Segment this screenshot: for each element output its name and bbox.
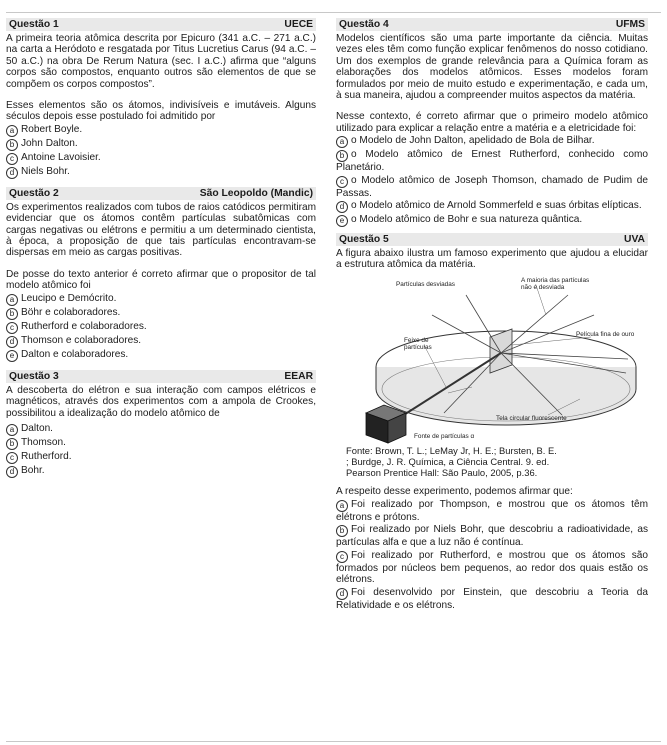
question-4-text: Modelos científicos são uma parte importante da ciência. Muitas vezes eles têm como função explicar fenômenos do nosso cotidiano. Um dos exemplos de grande relevância para a Química foram as elaborações dos modelos atômicos. Esses modelos foram formulados por meio de muito estudo e experimentação, e cada um, à sua maneira, ajudou a compreender muitos aspectos da matéria. (336, 33, 648, 102)
question-1-header (6, 18, 316, 31)
deflected-path (466, 295, 501, 353)
question-4-source: UFMS (615, 19, 645, 30)
option-circle-icon: d (6, 466, 18, 478)
left-column (6, 18, 316, 478)
option-text: Bohr. (21, 464, 45, 476)
question-4-prompt: Nesse contexto, é correto afirmar que o primeiro modelo atômico utilizado para explicar a relação entre a matéria e a eletricidade foi: (336, 111, 648, 134)
label-fluorescent-screen: Tela circular fluorescente (496, 414, 567, 422)
option-circle-icon: a (336, 500, 348, 512)
question-2-title: Questão 2 (9, 187, 59, 199)
question-3-title: Questão 3 (9, 370, 59, 382)
option-text: Foi desenvolvido por Einstein, que descobriu a Teoria da Relatividade e os elétrons. (336, 586, 648, 611)
question-2-option-c[interactable] (6, 321, 316, 334)
question-3-option-d[interactable] (6, 465, 316, 478)
option-circle-icon: c (6, 153, 18, 165)
question-5-option-c[interactable] (336, 550, 648, 586)
label-leader-line (512, 337, 591, 345)
option-text: Rutherford e colaboradores. (21, 320, 147, 332)
question-2-options (6, 293, 316, 362)
question-4-option-e[interactable] (336, 214, 648, 227)
question-5-option-d[interactable] (336, 587, 648, 611)
option-text: Antoine Lavoisier. (21, 151, 101, 163)
label-most-particles-not-deflected: A maioria das partículas não é desviada (521, 276, 590, 291)
option-text: Böhr e colaboradores. (21, 306, 121, 318)
question-2-prompt: De posse do texto anterior é correto afirmar que o propositor de tal modelo atômico foi (6, 268, 316, 292)
question-1-title: Questão 1 (9, 19, 59, 30)
question-4-title: Questão 4 (339, 19, 389, 30)
option-text: Thomson. (21, 436, 66, 448)
question-1-option-c[interactable] (6, 152, 316, 165)
label-deflected-particles: Partículas desviadas (396, 280, 455, 288)
question-2-source: São Leopoldo (Mandic) (199, 187, 313, 199)
question-2-header (6, 187, 316, 200)
option-circle-icon: a (6, 125, 18, 137)
gold-foil (490, 329, 512, 373)
option-circle-icon: c (6, 322, 18, 334)
question-1-option-d[interactable] (6, 166, 316, 179)
option-circle-icon: b (336, 150, 348, 162)
option-circle-icon: b (6, 438, 18, 450)
option-text: Dalton. (21, 422, 53, 434)
option-text: John Dalton. (21, 137, 78, 149)
right-column (336, 18, 648, 611)
option-text: o Modelo atômico de Ernest Rutherford, conhecido como Planetário. (336, 149, 648, 174)
question-3-option-a[interactable] (6, 423, 316, 436)
citation-line: ; Burdge, J. R. Química, a Ciência Central. 9. ed. (346, 456, 550, 468)
option-circle-icon: b (6, 139, 18, 151)
option-circle-icon: a (6, 424, 18, 436)
citation-line: Pearson Prentice Hall: São Paulo, 2005, p.36. (346, 467, 538, 479)
option-circle-icon: a (6, 294, 18, 306)
question-5-options (336, 499, 648, 611)
option-circle-icon: b (6, 308, 18, 320)
question-2-option-e[interactable] (6, 349, 316, 362)
question-3-text: A descoberta do elétron e sua interação com campos elétricos e magnéticos, através dos experimentos com a ampola de Crookes, possibilitou a idealização do modelo atômico de (6, 384, 316, 419)
question-1-prompt: Esses elementos são os átomos, indivisíveis e imutáveis. Alguns séculos depois esse postulado foi admitido por (6, 100, 316, 123)
rutherford-experiment-diagram (336, 275, 648, 445)
option-circle-icon: d (336, 588, 348, 600)
question-5-option-b[interactable] (336, 524, 648, 548)
question-2-option-d[interactable] (6, 335, 316, 348)
question-5-header (336, 233, 648, 246)
option-text: Niels Bohr. (21, 165, 70, 177)
question-4-option-c[interactable] (336, 175, 648, 199)
question-5-option-a[interactable] (336, 499, 648, 523)
question-4-header (336, 18, 648, 31)
option-circle-icon: d (6, 167, 18, 179)
question-3-option-c[interactable] (6, 451, 316, 464)
question-3-source: EEAR (284, 370, 313, 382)
citation-line: Fonte: Brown, T. L.; LeMay Jr, H. E.; Bursten, B. E. (346, 444, 557, 456)
question-1-options (6, 124, 316, 179)
option-circle-icon: a (336, 136, 348, 148)
figure-citation (336, 445, 648, 479)
question-4-options (336, 135, 648, 227)
bottom-rule (6, 741, 661, 742)
option-circle-icon: c (336, 551, 348, 563)
option-text: Rutherford. (21, 450, 72, 462)
top-rule (6, 12, 661, 13)
label-gold-foil: Película fina de ouro (576, 330, 635, 338)
option-text: Foi realizado por Niels Bohr, que descobriu a radioatividade, as partículas alfa e que a luz não é contínua. (336, 524, 648, 549)
question-2-option-a[interactable] (6, 293, 316, 306)
option-text: Thomson e colaboradores. (21, 334, 142, 346)
question-3-option-b[interactable] (6, 437, 316, 450)
question-3-header (6, 370, 316, 383)
question-2-text: Os experimentos realizados com tubos de raios catódicos permitiram evidenciar que os átomos contêm partículas subatômicas com cargas negativas ou elétrons e permitiu a um determinado cientista, à época, a proposição de que tais partículas encontravam-se dispersas em meio as cargas positivas. (6, 201, 316, 259)
option-circle-icon: b (336, 525, 348, 537)
option-text: Leucipo e Demócrito. (21, 292, 117, 304)
question-5-prompt: A respeito desse experimento, podemos afirmar que: (336, 486, 573, 498)
label-particle-source: Fonte de partículas α (414, 432, 475, 440)
option-text: o Modelo de John Dalton, apelidado de Bola de Bilhar. (351, 135, 595, 147)
question-1-source: UECE (284, 19, 313, 30)
question-4-option-b[interactable] (336, 149, 648, 173)
question-3-options (6, 423, 316, 478)
question-1-option-a[interactable] (6, 124, 316, 137)
deflected-path (501, 295, 568, 353)
option-circle-icon: c (6, 452, 18, 464)
option-text: Foi realizado por Thompson, e mostrou que os átomos têm elétrons e prótons. (336, 498, 648, 523)
question-1-option-b[interactable] (6, 138, 316, 151)
question-2-option-b[interactable] (6, 307, 316, 320)
option-circle-icon: d (336, 201, 348, 213)
option-circle-icon: d (6, 336, 18, 348)
label-particle-beam: Feixe de partículas (404, 336, 432, 351)
option-text: Foi realizado por Rutherford, e mostrou que os átomos são formados por núcleos bem pequenos, ao redor dos quais estão os elétrons. (336, 549, 648, 586)
option-text: Robert Boyle. (21, 123, 83, 135)
question-1-text: A primeira teoria atômica descrita por Epicuro (341 a.C. – 271 a.C.) na carta a Heródoto e resgatada por Titus Lucretius Carus (94 a.C. – 50 a.C.) na obra De Rerum Natura (sec. I a.C.) afirma que “alguns corpos são compostos, enquanto outros são elementos de que se compõem os corpos compostos”. (6, 33, 316, 90)
question-5-source: UVA (624, 234, 645, 246)
option-text: o Modelo atômico de Arnold Sommerfeld e suas órbitas elípticas. (351, 200, 642, 212)
option-circle-icon: c (336, 176, 348, 188)
rutherford-experiment-figure (336, 275, 648, 445)
question-4-option-a[interactable] (336, 135, 648, 148)
option-text: o Modelo atômico de Joseph Thomson, chamado de Pudim de Passas. (336, 174, 648, 199)
option-circle-icon: e (6, 350, 18, 362)
question-5-text: A figura abaixo ilustra um famoso experimento que ajudou a elucidar a estrutura atômica da matéria. (336, 248, 648, 271)
question-5-title: Questão 5 (339, 234, 389, 246)
option-text: o Modelo atômico de Bohr e sua natureza quântica. (351, 214, 583, 226)
question-4-option-d[interactable] (336, 200, 648, 213)
option-circle-icon: e (336, 215, 348, 227)
option-text: Dalton e colaboradores. (21, 348, 129, 360)
